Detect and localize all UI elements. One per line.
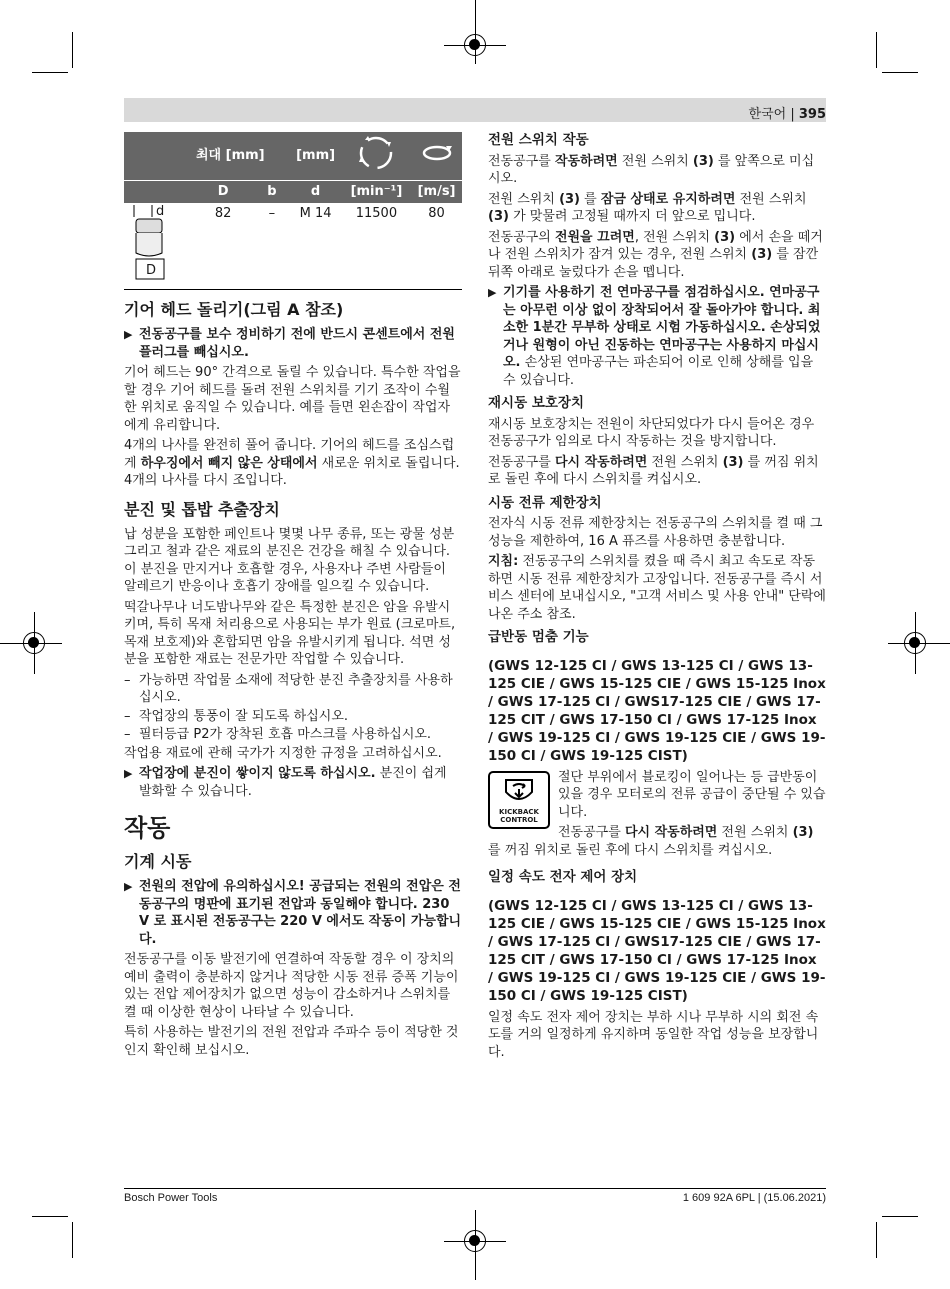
warning-triangle-icon: ▶ <box>488 286 497 299</box>
spec-col-b: b <box>254 181 289 204</box>
flange-nut-figure <box>124 203 192 283</box>
spec-value-velocity: 80 <box>428 206 445 221</box>
paragraph: 전동공구를 다시 작동하려면 전원 스위치 (3) 를 꺼짐 위치로 돌린 후에 다시 스위치를 켜십시오. <box>488 825 814 858</box>
spec-value-D: 82 <box>214 206 232 221</box>
kickback-control-icon <box>488 771 550 829</box>
warning-item: ▶ 기기를 사용하기 전 연마공구를 점검하십시오. 연마공구는 아무런 이상 없이 장착되어서 잘 돌아가야 합니다. 최소한 1분간 무부하 상태로 시험 가동하십시오. 손상되었거나 원형이 아닌 진동하는 연마공구는 사용하지 마십시오. 손상된 연마공구는 파손되어 이로 인해 상해를 입을 수 있습니다. <box>488 285 821 388</box>
figure-label-D: D <box>146 263 157 278</box>
spec-data-row <box>124 203 462 283</box>
paragraph: 절단 부위에서 블로킹이 일어나는 등 급반동이 있을 경우 모터로의 전류 공급이 중단될 수 있습니다. <box>558 769 826 820</box>
spec-header-max: 최대 [mm] <box>192 132 289 181</box>
footer-brand: Bosch Power Tools <box>124 1192 218 1204</box>
registration-mark <box>23 632 45 654</box>
warning-item: ▶ 작업장에 분진이 쌓이지 않도록 하십시오. 분진이 쉽게 발화할 수 있습니다. <box>124 766 447 799</box>
paragraph: 기어 헤드는 90° 간격으로 돌릴 수 있습니다. 특수한 작업을 할 경우 기어 헤드를 돌려 전원 스위치를 기기 조작이 수월한 위치로 움직일 수 있습니다. 예를 들면 왼손잡이 작업자에게 유리합니다. <box>124 365 461 433</box>
section-title-gear-head: 기어 헤드 돌리기(그림 A 참조) <box>124 300 344 319</box>
note-paragraph: 지침: 전동공구의 스위치를 켰을 때 즉시 최고 속도로 작동하면 시동 전류 제한장치가 고장입니다. 전동공구를 즉시 서비스 센터에 보내십시오, "고객 서비스 및 사용 안내" 단락에 나온 주소 참조. <box>488 554 826 622</box>
kickback-block <box>488 769 826 860</box>
crop-mark <box>876 32 877 68</box>
disc-speed-icon <box>411 132 462 181</box>
spec-header-row <box>124 132 462 181</box>
spec-value-b: – <box>268 206 276 221</box>
section-title-current-limit: 시동 전류 제한장치 <box>488 494 602 511</box>
section-title-switch: 전원 스위치 작동 <box>488 132 589 148</box>
page-header <box>749 103 826 122</box>
section-title-restart: 재시동 보호장치 <box>488 395 584 411</box>
crop-mark <box>32 1216 68 1217</box>
paragraph: 전동공구를 작동하려면 전원 스위치 (3) 를 앞쪽으로 미십시오. <box>488 153 815 186</box>
paragraph: 일정 속도 전자 제어 장치는 부하 시나 무부하 시의 회전 속도를 거의 일정하게 유지하며 동일한 작업 성능을 보장합니다. <box>488 1009 819 1060</box>
warning-triangle-icon: ▶ <box>124 880 133 893</box>
paragraph: 4개의 나사를 완전히 풀어 줍니다. 기어의 헤드를 조심스럽게 하우징에서 빼지 않은 상태에서 새로운 위치로 돌립니다. 4개의 나사를 다시 조입니다. <box>124 438 460 488</box>
paragraph: 재시동 보호장치는 전원이 차단되었다가 다시 들어온 경우 전동공구가 임의로 다시 작동하는 것을 방지합니다. <box>488 416 815 449</box>
crop-mark <box>32 72 68 73</box>
section-title-dust: 분진 및 톱밥 추출장치 <box>124 499 280 519</box>
page-number: 395 <box>798 107 826 122</box>
figure-label-d: d <box>156 204 165 219</box>
left-column <box>124 132 462 1062</box>
spec-table <box>124 132 462 283</box>
kickback-icon-label: KICKBACK CONTROL <box>499 807 539 824</box>
section-divider <box>124 289 462 290</box>
spec-col-d: d <box>289 181 341 204</box>
crop-mark <box>72 32 73 68</box>
warning-triangle-icon: ▶ <box>124 328 133 341</box>
paragraph: 전자식 시동 전류 제한장치는 전동공구의 스위치를 켤 때 그 성능을 제한하여, 16 A 퓨즈를 사용하면 충분합니다. <box>488 516 823 549</box>
paragraph: 떡갈나무나 너도밤나무와 같은 특정한 분진은 암을 유발시키며, 특히 목재 처리용으로 사용되는 부가 원료 (크로마트, 목재 보호제)와 혼합되면 암을 유발시키게 됩니다. 석면 성분을 포함한 재료는 전문가만 작업할 수 있습니다. <box>124 599 456 667</box>
list-item: – 가능하면 작업물 소재에 적당한 분진 추출장치를 사용하십시오. <box>124 672 453 705</box>
paragraph: 납 성분을 포함한 페인트나 몇몇 나무 종류, 또는 광물 성분 그리고 철과 같은 재료의 분진은 건강을 해칠 수 있습니다. 이 분진을 만지거나 호흡할 경우, 사용자나 주변 사람들이 알레르기 반응이나 호흡기 장애를 일으킬 수 있습니다. <box>124 526 455 594</box>
paragraph: 특히 사용하는 발전기의 전원 전압과 주파수 등이 적당한 것인지 확인해 보십시오. <box>124 1025 459 1058</box>
rotation-icon <box>342 132 411 181</box>
list-item: – 필터등급 P2가 장착된 호흡 마스크를 사용하십시오. <box>124 727 432 742</box>
spec-value-d: M 14 <box>299 206 332 221</box>
right-column <box>488 132 826 1064</box>
separator: | <box>786 107 799 122</box>
registration-mark <box>904 632 926 654</box>
crop-mark <box>882 72 918 73</box>
model-list: (GWS 12-125 CI / GWS 13-125 CI / GWS 13-125 CIE / GWS 15-125 CIE / GWS 15-125 Inox / GWS 17-125 CI / GWS17-125 CIE / GWS 17-125 CIT / GWS 17-150 CI / GWS 17-125 Inox / GWS 19-125 CI / GWS 19-125 CIE / GWS 19-150 CI / GWS 19-125 CIST) <box>488 897 826 1004</box>
paragraph: 전동공구를 다시 작동하려면 전원 스위치 (3) 를 꺼짐 위치로 돌린 후에 다시 스위치를 켜십시오. <box>488 454 819 487</box>
footer-rule <box>124 1188 826 1189</box>
registration-mark <box>464 1230 486 1252</box>
warning-triangle-icon: ▶ <box>124 767 133 780</box>
header-bar <box>124 98 826 122</box>
crop-mark <box>876 1222 877 1258</box>
spec-value-speed: 11500 <box>355 206 398 221</box>
crop-mark <box>882 1216 918 1217</box>
language-label: 한국어 <box>748 107 787 122</box>
spec-header-mm: [mm] <box>289 132 341 181</box>
registration-mark <box>464 34 486 56</box>
paragraph: 전원 스위치 (3) 를 잠금 상태로 유지하려면 전원 스위치 (3) 가 맞물려 고정될 때까지 더 앞으로 밉니다. <box>488 191 807 224</box>
warning-item: ▶ 전원의 전압에 유의하십시오! 공급되는 전원의 전압은 전동공구의 명판에 표기된 전압과 동일해야 합니다. 230 V 로 표시된 전동공구는 220 V 에서도 작동이 가능합니다. <box>124 879 462 947</box>
spec-header-row <box>124 181 462 204</box>
chapter-title-operation: 작동 <box>124 814 171 842</box>
paragraph: 작업용 재료에 관해 국가가 지정한 규정을 고려하십시오. <box>124 745 442 761</box>
section-title-start: 기계 시동 <box>124 852 192 871</box>
section-title-constant-speed: 일정 속도 전자 제어 장치 <box>488 869 638 885</box>
spec-col-speed: [min⁻¹] <box>342 181 411 204</box>
spec-col-velocity: [m/s] <box>411 181 462 204</box>
section-title-kickback: 급반동 멈춤 기능 <box>488 629 589 645</box>
warning-item: ▶ 전동공구를 보수 정비하기 전에 반드시 콘센트에서 전원 플러그를 빼십시오. <box>124 327 455 360</box>
spec-col-D: D <box>192 181 254 204</box>
crop-mark <box>72 1222 73 1258</box>
paragraph: 전동공구를 이동 발전기에 연결하여 작동할 경우 이 장치의 예비 출력이 충분하지 않거나 적당한 시동 전류 증폭 기능이 있는 전압 제어장치가 없으면 성능이 감소하거나 스위치를 켤 때 이상한 현상이 나타날 수 있습니다. <box>124 952 459 1020</box>
list-item: – 작업장의 통풍이 잘 되도록 하십시오. <box>124 708 349 724</box>
footer-docref: 1 609 92A 6PL | (15.06.2021) <box>682 1192 826 1204</box>
paragraph: 전동공구의 전원을 끄려면, 전원 스위치 (3) 에서 손을 떼거나 전원 스위치가 잠겨 있는 경우, 전원 스위치 (3) 를 잠깐 뒤쪽 아래로 눌렀다가 손을 뗍니다. <box>488 229 823 280</box>
model-list: (GWS 12-125 CI / GWS 13-125 CI / GWS 13-125 CIE / GWS 15-125 CIE / GWS 15-125 Inox / GWS 17-125 CI / GWS17-125 CIE / GWS 17-125 CIT / GWS 17-150 CI / GWS 17-125 Inox / GWS 19-125 CI / GWS 19-125 CIE / GWS 19-150 CI / GWS 19-125 CIST) <box>488 657 826 764</box>
